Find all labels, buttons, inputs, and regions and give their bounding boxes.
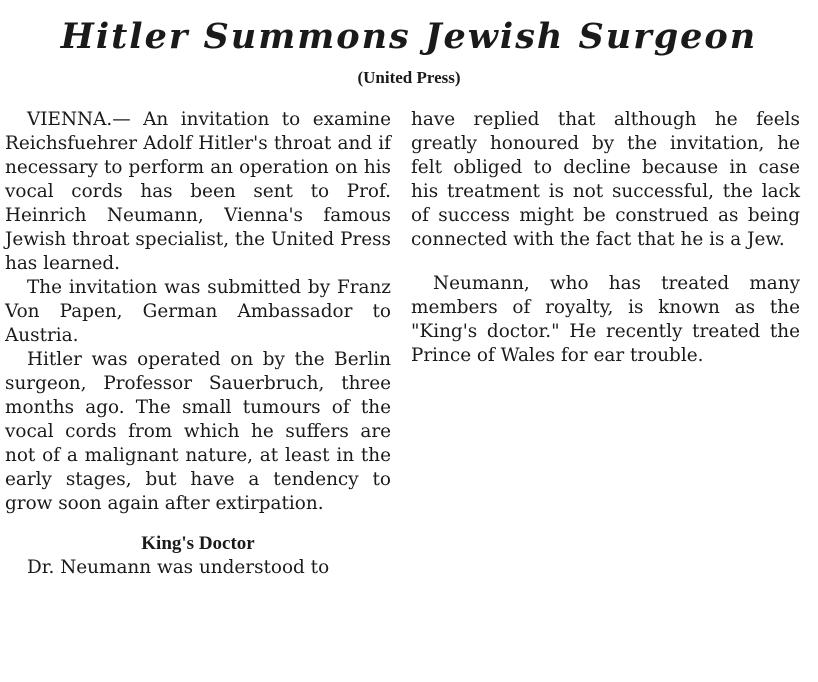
article-column-right <box>411 108 800 368</box>
article-paragraph: Hitler was operated on by the Berlin surgeon, Professor Sauerbruch, three months ago. The small tumours of the vocal cords from which he suffers are not of a malignant nature, at least in the early stages, but have a tendency to grow soon again after extirpation. <box>5 349 391 514</box>
article-paragraph: The invitation was submitted by Franz Von Papen, German Ambassador to Austria. <box>5 277 391 346</box>
article-paragraph: VIENNA.— An invitation to examine Reichsfuehrer Adolf Hitler's throat and if necessary to perform an operation on his vocal cords has been sent to Prof. Heinrich Neumann, Vienna's famous Jewish throat specialist, the United Press has learned. <box>5 109 391 274</box>
wire-credit: (United Press) <box>357 68 461 87</box>
section-subhead: King's Doctor <box>141 533 255 554</box>
article-paragraph-continued: have replied that although he feels greatly honoured by the invitation, he felt obliged to decline because in case his treatment is not successful, the lack of success might be construed as being connected with the fact that he is a Jew. <box>411 109 800 250</box>
article-paragraph: Neumann, who has treated many members of royalty, is known as the "King's doctor." He recently treated the Prince of Wales for ear trouble. <box>411 273 800 366</box>
article-column-left <box>5 108 391 580</box>
article-paragraph: Dr. Neumann was understood to <box>27 557 330 578</box>
article-headline: Hitler Summons Jewish Surgeon <box>60 16 758 57</box>
